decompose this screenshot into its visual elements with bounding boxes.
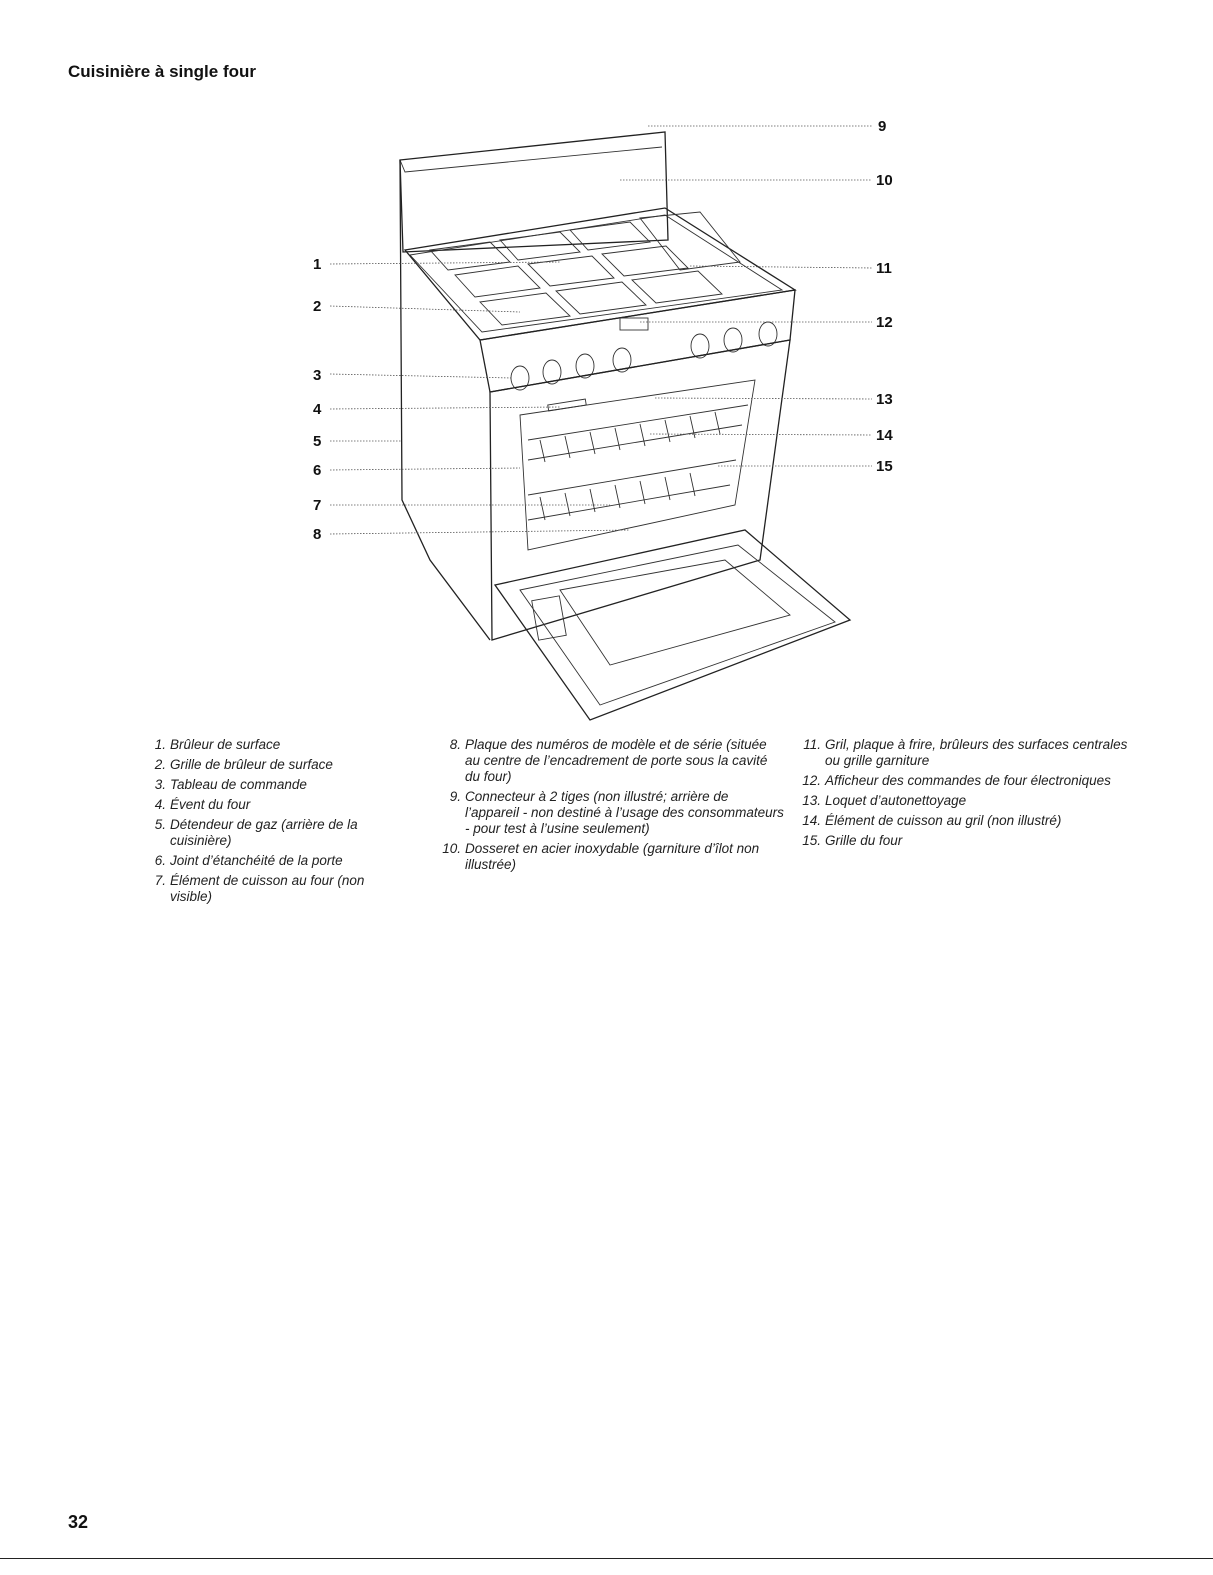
legend-column-3 bbox=[802, 737, 1135, 853]
legend-item: 10. Dosseret en acier inoxydable (garniture d’îlot non illustrée) bbox=[442, 841, 760, 872]
knobs bbox=[511, 322, 777, 390]
legend-item: 8. Plaque des numéros de modèle et de série (située au centre de l’encadrement de porte sous la cavité du four) bbox=[449, 737, 768, 784]
callout-14: 14 bbox=[876, 427, 893, 444]
callout-1: 1 bbox=[313, 256, 322, 273]
callout-4: 4 bbox=[313, 401, 322, 418]
bottom-rule bbox=[0, 1558, 1213, 1559]
legend-item: 11. Gril, plaque à frire, brûleurs des surfaces centrales ou grille garniture bbox=[803, 737, 1128, 768]
door-window bbox=[560, 560, 790, 665]
legend-item: 15. Grille du four bbox=[802, 833, 903, 848]
callout-13: 13 bbox=[876, 391, 893, 408]
callout-5: 5 bbox=[313, 433, 322, 450]
legend-item: 3. Tableau de commande bbox=[154, 777, 307, 792]
callout-15: 15 bbox=[876, 458, 893, 475]
legend-item: 1. Brûleur de surface bbox=[154, 737, 281, 752]
legend-column-1 bbox=[150, 737, 410, 909]
legend-item: 14. Élément de cuisson au gril (non illustré) bbox=[802, 813, 1062, 828]
callout-7: 7 bbox=[313, 497, 322, 514]
legend-column-2 bbox=[442, 737, 785, 877]
legend-item: 13. Loquet d’autonettoyage bbox=[802, 793, 967, 808]
callout-2: 2 bbox=[313, 298, 322, 315]
callout-3: 3 bbox=[313, 367, 322, 384]
callout-11: 11 bbox=[876, 260, 892, 277]
oven-cavity bbox=[520, 380, 755, 550]
control-panel bbox=[480, 290, 795, 392]
callout-12: 12 bbox=[876, 314, 893, 331]
oven-body bbox=[490, 340, 790, 640]
callout-9: 9 bbox=[878, 118, 887, 135]
burner-grates bbox=[430, 212, 740, 325]
legend-item: 9. Connecteur à 2 tiges (non illustré; arrière de l’appareil - non destiné à l’usage des consommateurs - pour test à l’usine seulement) bbox=[449, 789, 784, 836]
callout-10: 10 bbox=[876, 172, 893, 189]
legend-item: 7. Élément de cuisson au four (non visible) bbox=[154, 873, 365, 904]
legend-item: 4. Évent du four bbox=[154, 797, 251, 812]
page-number: 32 bbox=[68, 1512, 89, 1532]
legend-item: 5. Détendeur de gaz (arrière de la cuisinière) bbox=[154, 817, 358, 848]
legend-item: 6. Joint d’étanchéité de la porte bbox=[154, 853, 343, 868]
callout-6: 6 bbox=[313, 462, 322, 479]
range-illustration bbox=[0, 0, 1213, 730]
page-title: Cuisinière à single four bbox=[68, 62, 256, 81]
oven-racks bbox=[528, 405, 748, 520]
legend-item: 2. Grille de brûleur de surface bbox=[154, 757, 333, 772]
side-panel bbox=[400, 160, 490, 640]
legend-item: 12. Afficheur des commandes de four électroniques bbox=[802, 773, 1111, 788]
callout-8: 8 bbox=[313, 526, 322, 543]
